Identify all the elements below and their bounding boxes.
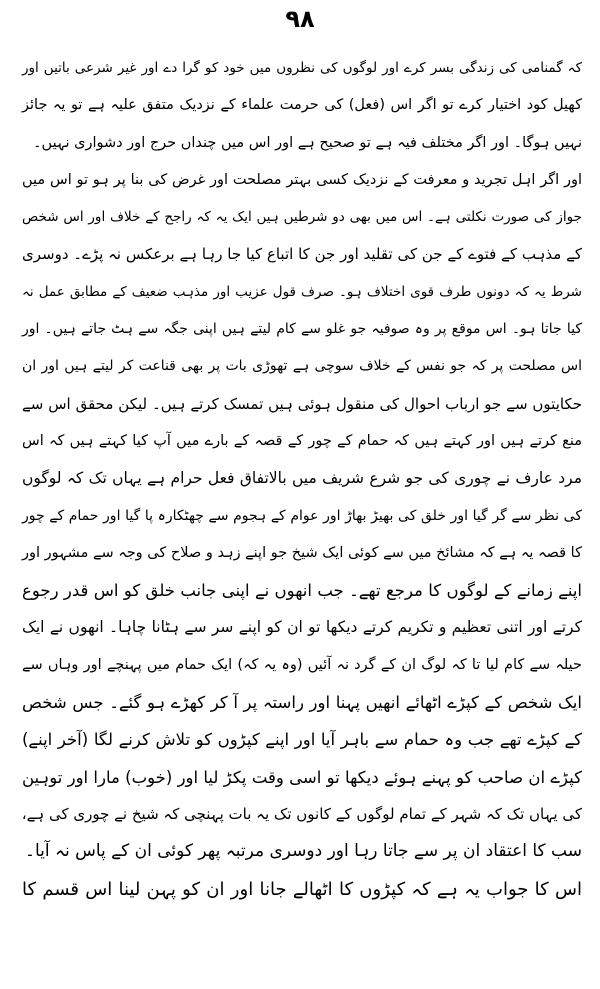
text-line: نہیں ہوگا۔ اور اگر مختلف فیہ ہے تو صحیح ہے اور اس میں چنداں حرج اور دشواری نہیں۔ [33, 134, 582, 151]
text-line: اس مصلحت پر کہ جو نفس کے خلاف سوچی ہے تھوڑی بات پر بھی قناعت کر لیتے ہیں اور ان [22, 358, 582, 375]
text-line: کرتے اور اتنی تعظیم و تکریم کرتے دیکھا تو ان کو اپنے سر سے ہٹانا چاہا۔ انھوں نے ایک [22, 618, 582, 637]
text-line: ایک شخص کے کپڑے اٹھائے انھیں پہنا اور راستہ پر آ کر کھڑے ہو گئے۔ جس شخص [22, 693, 582, 713]
text-line: کیا جاتا ہو۔ اس موقع پر وہ صوفیہ جو غلو سے کام لیتے ہیں اپنی جگہ سے ہٹ جاتے ہیں۔ اور [22, 321, 582, 338]
text-line: منع کرتے ہیں اور کہتے ہیں کہ حمام کے چور کے قصہ کے بارے میں آپ کیا کہتے ہیں کہ اس [22, 432, 582, 449]
text-line: اس کا جواب یہ ہے کہ کپڑوں کا اٹھالے جانا اور ان کو پہن لینا اس قسم کا [22, 878, 582, 900]
text-line: کا قصہ یہ ہے کہ مشائخ میں سے کوئی ایک شیخ جو اپنے زہد و صلاح کی وجہ سے مشہور اور [22, 544, 582, 561]
text-line: کے کپڑے تھے جب وہ حمام سے باہر آیا اور اپنے کپڑوں کو تلاش کرنے لگا (آخر اپنے) [22, 730, 582, 750]
text-line: اپنے زمانے کے لوگوں کا مرجع تھے۔ جب انھوں نے اپنی جانب خلق کو اس قدر رجوع [22, 581, 582, 601]
text-line: سب کا اعتقاد ان پر سے جاتا رہا اور دوسری مرتبہ پھر کوئی ان کے پاس نہ آیا۔ [25, 841, 582, 862]
text-line: کی یہاں تک کہ شہر کے تمام لوگوں کے کانوں تک یہ بات پہنچی کہ شیخ نے چوری کی ہے، [21, 804, 582, 823]
text-line: جواز کی صورت نکلتی ہے۔ اس میں بھی دو شرطیں ہیں ایک یہ کہ راجح کے خلاف اور اس شخص [22, 209, 582, 226]
body-text [22, 50, 582, 908]
text-line: اور اگر اہل تجرید و معرفت کے نزدیک کسی بہتر مصلحت اور غرض کی بنا پر ہو تو اس میں [22, 171, 582, 188]
text-line: حکایتوں سے جو ارباب احوال کی منقول ہوئی ہیں تمسک کرتے ہیں۔ لیکن محقق اس سے [22, 394, 582, 413]
text-line: کھیل کود اختیار کرے تو اگر اس (فعل) کی حرمت علماء کے نزدیک متفق علیہ ہے تو یہ جائز [22, 97, 582, 114]
text-line: حیلہ سے کام لیا تا کہ لوگ ان کے گرد نہ آئیں (وہ یہ کہ) ایک حمام میں پہنچے اور وہاں سے [22, 656, 582, 673]
text-line: شرط یہ کہ دونوں طرف قوی اختلاف ہو۔ صرف قول عزیب اور مذہب ضعیف کے مطابق عمل نہ [22, 283, 582, 300]
text-line: کپڑے ان صاحب کو پہنے ہوئے دیکھا تو اسی وقت پکڑ لیا اور (خوب) مارا اور توہین [22, 767, 582, 787]
text-line: کہ گمنامی کی زندگی بسر کرے اور لوگوں کی نظروں میں خود کو گرا دے اور غیر شرعی باتیں اور [22, 60, 582, 76]
page-number: ۹۸ [285, 5, 315, 33]
text-line: مرد عارف نے چوری کی جو شرع شریف میں بالاتفاق فعل حرام ہے یہاں تک کہ لوگوں [22, 469, 582, 488]
text-line: کے مذہب کے فتوے کے جن کی تقلید اور جن کا اتباع کیا جا رہا ہے برعکس نہ پڑے۔ دوسری [22, 245, 582, 264]
text-line: کی نظر سے گر گیا اور خلق کی بھیڑ بھاڑ اور عوام کے ہجوم سے چھٹکارہ پا گیا اور حمام کے چور [22, 507, 582, 524]
